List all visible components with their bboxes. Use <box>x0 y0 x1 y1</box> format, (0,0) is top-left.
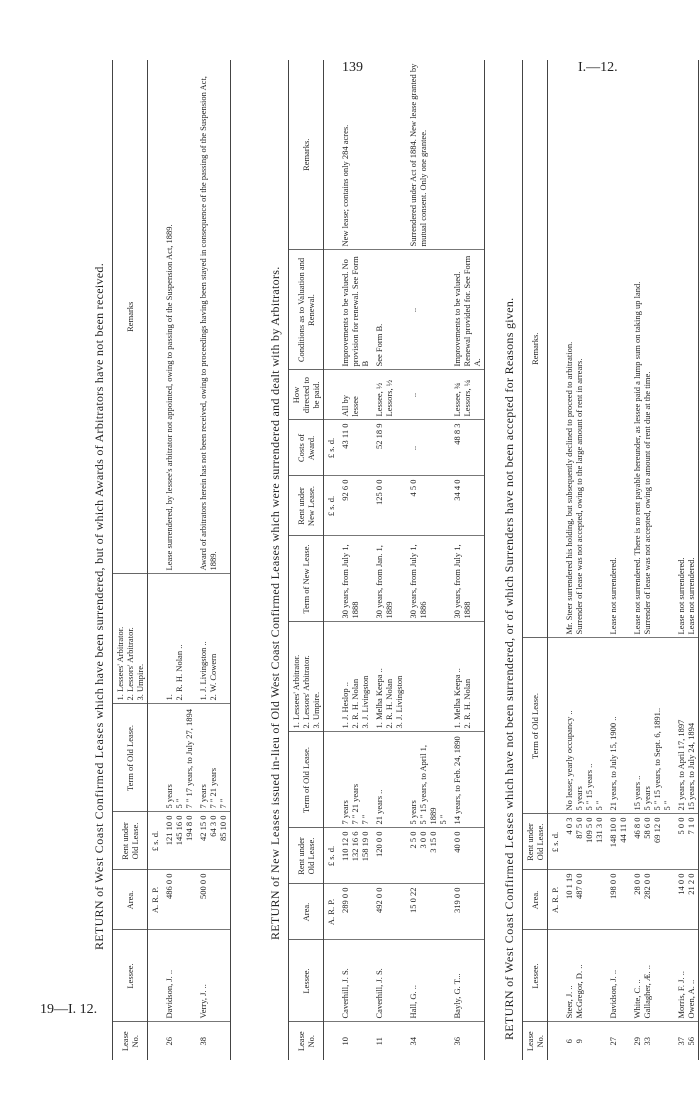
new-rent: 34 4 0 <box>450 476 485 536</box>
costs: 43 11 0 <box>338 420 372 476</box>
conditions: Improvements to be valued. Renewal provided for. See Form A. <box>450 250 485 370</box>
remarks: Lease not surrendered. Lease not surrendered. <box>674 60 699 638</box>
area: 319 0 0 <box>450 884 485 940</box>
unit-label: A. R. P. <box>324 884 339 940</box>
unit-label: £ s. d. <box>324 420 339 476</box>
column-header: Lease No. <box>523 1022 548 1060</box>
table-row <box>196 60 231 1060</box>
arbitrators <box>406 622 450 732</box>
area: 500 0 0 <box>196 870 231 930</box>
costs: .. <box>406 420 450 476</box>
column-header: Lessee. <box>289 940 324 1022</box>
term: 21 years .. <box>372 732 406 828</box>
section-title <box>268 266 283 940</box>
column-header: Rent under Old Lease. <box>113 812 148 870</box>
lessee: Hall, G. .. <box>406 940 450 1022</box>
rent: 4 0 3 87 5 0 109 5 0 131 3 0 <box>562 814 606 870</box>
rent: 110 12 0 132 16 6 158 19 0 <box>338 828 372 884</box>
lessee: Verry, J. .. <box>196 930 231 1022</box>
remarks: Lease surrendered, by lessee's arbitrator not appointed, owing to passing of the Suspension Act, 1889. <box>162 60 196 574</box>
area: 492 0 0 <box>372 884 406 940</box>
page-code: I.—12. <box>578 60 618 75</box>
unit-row <box>148 60 163 1060</box>
remarks: Award of arbitrators herein has not been received, owing to proceedings having been stayed in consequence of the passing of the Suspension Act, 1889. <box>196 60 231 574</box>
unit-label: £ s. d. <box>148 812 163 870</box>
rent: 5 0 0 7 1 0 <box>674 814 699 870</box>
lease-number: 27 <box>608 1037 618 1046</box>
unit-label: £ s. d. <box>324 476 339 536</box>
column-header: Lessee. <box>113 930 148 1022</box>
table-row <box>450 60 485 1060</box>
arbitrators: 1. Melha Keepa .. 2. R. H. Nolan <box>450 622 485 732</box>
remarks: New lease; contains only 284 acres. <box>338 60 372 250</box>
unit-label: A. R. P. <box>548 870 563 930</box>
title-prefix: RETURN of <box>268 873 282 940</box>
column-header: Term of Old Lease. <box>113 704 148 812</box>
new-term: 30 years, from Jan. 1, 1889 <box>372 536 406 622</box>
term: 5 years 5 " 7 " 17 years, to July 27, 1894 <box>162 704 196 812</box>
table-row <box>372 60 406 1060</box>
new-term: 30 years, from July 1, 1888 <box>338 536 372 622</box>
unit-label: £ s. d. <box>324 828 339 884</box>
lease-number: 36 <box>450 1022 485 1060</box>
lease-number: 38 <box>196 1022 231 1060</box>
table-row <box>562 60 606 1060</box>
lease-number: 11 <box>374 1037 384 1046</box>
section-title <box>92 263 107 950</box>
conditions: Improvements to be valued. No provision for renewal. See Form B <box>338 250 372 370</box>
column-header: How directed to be paid. <box>289 370 324 420</box>
term: No lease; yearly occupancy .. 5 years 5 " 15 years .. 5 " <box>562 638 606 814</box>
area: 198 0 0 <box>606 870 630 930</box>
table-row <box>338 60 372 1060</box>
area: 486 0 0 <box>162 870 196 930</box>
column-header: Area. <box>523 870 548 930</box>
rent: 121 10 0 145 16 0 194 8 0 <box>162 812 196 870</box>
area: 15 0 22 <box>406 884 450 940</box>
how-paid: .. <box>406 370 450 420</box>
new-rent: 4 5 0 <box>406 476 450 536</box>
column-header: Term of New Lease. <box>289 536 324 622</box>
lessee: Davidson, J. .. <box>606 930 630 1022</box>
new-rent: 125 0 0 <box>372 476 406 536</box>
rent: 40 0 0 <box>450 828 485 884</box>
arbitrators: 1. J. Livingston .. 2. W. Cowern <box>196 574 231 704</box>
lease-number: 37 56 <box>674 1022 699 1060</box>
lease-number: 34 <box>408 1037 418 1046</box>
remarks: Lease not surrendered. There is no rent payable hereunder, as lessee paid a lump sum on taking up land. Surrender of lease was not accepted, owing to amount of rent due at the time. <box>630 60 674 638</box>
new-rent: 92 6 0 <box>338 476 372 536</box>
new-term: 30 years, from July 1, 1886 <box>406 536 450 622</box>
column-header: 1. Lessees' Arbitrator. 2. Lessors' Arbitrator. 3. Umpire. <box>113 574 148 704</box>
column-header: Lessee. <box>523 930 548 1022</box>
column-header: Costs of Award. <box>289 420 324 476</box>
remarks: Surrendered under Act of 1884. New lease granted by mutual consent. Only one grantee. <box>406 60 450 250</box>
remarks: Lease not surrendered. <box>606 60 630 638</box>
area: 289 0 0 <box>338 884 372 940</box>
rent: 120 0 0 <box>372 828 406 884</box>
new-leases-table <box>288 60 485 1060</box>
title-suffix: issued in-lieu of Old West Coast Confirmed Leases which were surrendered and dealt with by Arbitrators. <box>268 266 282 809</box>
rent: 148 10 0 44 11 0 <box>606 814 630 870</box>
page-number: 139 <box>342 60 363 75</box>
unit-row <box>324 60 339 1060</box>
conditions: See Form B. <box>372 250 406 370</box>
table-row <box>406 60 450 1060</box>
title-suffix: which have not been surrendered, or of which Surrenders have not been accepted for Reasons given. <box>502 297 516 813</box>
how-paid: All by lessee <box>338 370 372 420</box>
new-term: 30 years, from July 1, 1888 <box>450 536 485 622</box>
column-header: Remarks. <box>289 60 324 250</box>
area: 14 0 0 21 2 0 <box>674 870 699 930</box>
area: 28 0 0 282 0 0 <box>630 870 674 930</box>
remarks <box>450 60 485 250</box>
term: 5 years 5 " 15 years, to April 1, 1889 5 " <box>406 732 450 828</box>
column-header: Lease No. <box>289 1022 324 1060</box>
lessee: Caverhill, J. S. <box>338 940 372 1022</box>
table-header-row <box>289 60 324 1060</box>
column-header: Rent under Old Lease. <box>289 828 324 884</box>
term: 21 years, to April 17, 1897 15 years, to July 24, 1894 <box>674 638 699 814</box>
title-smallcaps: West Coast Confirmed Leases <box>92 722 106 883</box>
column-header: Term of Old Lease. <box>523 638 548 814</box>
title-suffix: which have been surrendered, but of which Awards of Arbitrators have not been received. <box>92 262 106 723</box>
conditions: .. <box>406 250 450 370</box>
lessee: Davidson, J. .. <box>162 930 196 1022</box>
table-row <box>162 60 196 1060</box>
column-header: Lease No. <box>113 1022 148 1060</box>
column-header: Area. <box>113 870 148 930</box>
how-paid: Lessee, ½ Lessors, ½ <box>372 370 406 420</box>
remarks: Mr. Steer surrendered his holding, but subsequently declined to proceed to arbitration. Surrender of lease was not accepted, owing to the large amount of rent in arrears. <box>562 60 606 638</box>
unit-label: A. R. P. <box>148 870 163 930</box>
table-row <box>606 60 630 1060</box>
costs: 48 8 3 <box>450 420 485 476</box>
column-header: 1. Lessees' Arbitrator. 2. Lessors' Arbitrator. 3. Umpire. <box>289 622 324 732</box>
unit-label: £ s. d. <box>548 814 563 870</box>
lessee: Bayly, G. T... <box>450 940 485 1022</box>
how-paid: Lessee, ¾ Lessors, ¼ <box>450 370 485 420</box>
column-header: Remarks. <box>523 60 548 638</box>
arbitrators: 1. Melha Keepa .. 2. R. H. Nolan 3. J. Livingston <box>372 622 406 732</box>
lease-number: 10 <box>340 1037 350 1046</box>
term: 7 years 7 " 21 years 7 " <box>196 704 231 812</box>
title-smallcaps: West Coast Confirmed Leases <box>502 812 516 973</box>
section-title <box>502 298 517 1040</box>
column-header: Area. <box>289 884 324 940</box>
term: 21 years, to July 15, 1900 .. <box>606 638 630 814</box>
term: 15 years .. 5 years 5 " 15 years, to Sept. 6, 1891.. 5 " <box>630 638 674 814</box>
title-prefix: RETURN of <box>92 883 106 950</box>
not-surrendered-table <box>522 60 699 1060</box>
title-prefix: RETURN of <box>502 973 516 1040</box>
column-header: Remarks <box>113 60 148 574</box>
arbitration-pending-table <box>112 60 231 1060</box>
unit-row <box>548 60 563 1060</box>
column-header: Term of Old Lease. <box>289 732 324 828</box>
table-header-row <box>113 60 148 1060</box>
table-row <box>630 60 674 1060</box>
column-header: Conditions as to Valuation and Renewal. <box>289 250 324 370</box>
term: 14 years, to Feb. 24, 1890 <box>450 732 485 828</box>
lessee: White, C. .. Gallagher, Æ. .. <box>630 930 674 1022</box>
rent: 46 8 0 58 6 0 69 12 0 <box>630 814 674 870</box>
term: 7 years 7 " 21 years 7 " <box>338 732 372 828</box>
rotated-page-body <box>90 60 700 1060</box>
rent: 42 15 0 64 3 0 85 10 0 <box>196 812 231 870</box>
rent: 2 5 0 3 0 0 3 15 0 <box>406 828 450 884</box>
title-smallcaps: New Leases <box>268 808 282 873</box>
arbitrators: 1. J. Heslop .. 2. R. H. Nolan 3. J. Livingston <box>338 622 372 732</box>
lessee: Caverhill, J. S. <box>372 940 406 1022</box>
arbitrators: 1. 2. R. H. Nolan .. <box>162 574 196 704</box>
lease-number: 6 9 <box>564 1039 584 1044</box>
table-header-row <box>523 60 548 1060</box>
lease-number: 26 <box>164 1037 174 1046</box>
column-header: Rent under Old Lease. <box>523 814 548 870</box>
footer-reference: 19—I. 12. <box>40 1002 98 1017</box>
lessee: Morris, F. J. .. Owen, A. .. <box>674 930 699 1022</box>
lease-number: 29 33 <box>632 1037 652 1046</box>
area: 10 1 19 487 0 0 <box>562 870 606 930</box>
costs: 52 18 9 <box>372 420 406 476</box>
column-header: Rent under New Lease. <box>289 476 324 536</box>
lessee: Steer, J. .. McGregor, D. .. <box>562 930 606 1022</box>
remarks <box>372 60 406 250</box>
table-row <box>674 60 699 1060</box>
